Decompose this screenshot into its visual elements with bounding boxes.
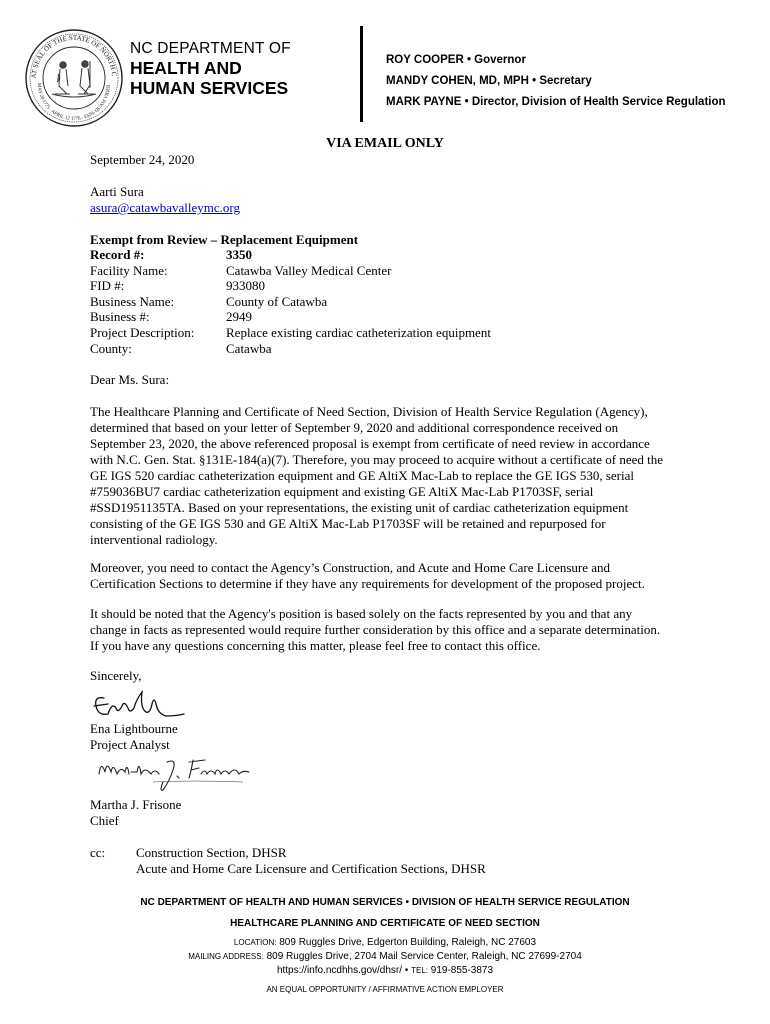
field-label: Business #: [90, 309, 150, 325]
recipient-block [90, 184, 240, 216]
footer-web-link[interactable]: https://info.ncdhhs.gov/dhsr/ [276, 965, 403, 976]
paragraph-line: determined that based on your letter of September 9, 2020 and additional correspondence received on [90, 420, 619, 435]
dept-line-2: HEALTH AND [130, 58, 242, 78]
field-row-project-description [90, 325, 491, 341]
signature-ena-lightbourne [90, 684, 190, 724]
cc-label: cc: [90, 845, 106, 860]
paragraph-line: Certification Sections to determine if they have any requirements for development of the proposed project. [90, 576, 645, 591]
field-label: Project Description: [90, 324, 195, 340]
officials-list [386, 50, 726, 113]
footer-location [0, 936, 770, 950]
record-fields [90, 247, 491, 356]
signer-2-name: Martha J. Frisone [90, 797, 182, 812]
signer-1-name: Ena Lightbourne [90, 721, 178, 736]
cc-item: Acute and Home Care Licensure and Certification Sections, DHSR [136, 861, 486, 876]
field-value: Catawba Valley Medical Center [226, 262, 392, 278]
subject-line: Exempt from Review – Replacement Equipment [90, 232, 359, 247]
state-seal-logo [24, 28, 124, 128]
field-label: Facility Name: [90, 262, 168, 278]
signature-martha-frisone [93, 752, 258, 794]
paragraph-line: interventional radiology. [90, 532, 218, 547]
paragraph-line: consisting of the GE IGS 530 and GE AltiX Mac-Lab P1703SF will be retained and repurposed for [90, 516, 606, 531]
body-paragraph-1 [90, 404, 690, 548]
paragraph-line: Moreover, you need to contact the Agency’s Construction, and Acute and Home Care Licensure and [90, 560, 611, 575]
footer-mailing-label: MAILING ADDRESS: [188, 952, 264, 961]
seal-text-bottom: MAY 20 1775 · APRIL 12 1776 · ESSE QUAM VIDER [35, 82, 113, 123]
paragraph-line: It should be noted that the Agency's position is based solely on the facts represented by you and that any [90, 606, 633, 621]
paragraph-line: GE IGS 520 cardiac catheterization equipment and GE AltiX Mac-Lab to replace the GE IGS 530, serial [90, 468, 635, 483]
footer-eoe: AN EQUAL OPPORTUNITY / AFFIRMATIVE ACTION EMPLOYER [266, 985, 504, 994]
field-row-business-name [90, 294, 491, 310]
body-paragraph-2 [90, 560, 690, 592]
footer-mailing-address: 809 Ruggles Drive, 2704 Mail Service Center, Raleigh, NC 27699-2704 [266, 951, 582, 962]
field-value: 933080 [226, 278, 265, 294]
field-label: Business Name: [90, 293, 175, 309]
footer-department-line: NC DEPARTMENT OF HEALTH AND HUMAN SERVICES • DIVISION OF HEALTH SERVICE REGULATION [140, 897, 630, 908]
delivery-method: VIA EMAIL ONLY [326, 136, 444, 151]
field-label: County: [90, 340, 132, 356]
field-value: County of Catawba [226, 293, 328, 309]
letter-date: September 24, 2020 [90, 152, 195, 167]
recipient-name: Aarti Sura [90, 184, 144, 199]
field-row-business-number [90, 309, 491, 325]
footer-tel: 919-855-3873 [430, 965, 494, 976]
recipient-email-link[interactable]: asura@catawbavalleymc.org [90, 200, 240, 215]
signer-2-title: Chief [90, 813, 119, 828]
official-governor: ROY COOPER • Governor [386, 54, 526, 66]
seal-text-top: AT SEAL OF THE STATE OF NORTH C [29, 33, 119, 79]
field-label: Record #: [90, 247, 145, 262]
dept-line-3: HUMAN SERVICES [130, 78, 289, 98]
footer-mailing [0, 950, 770, 964]
paragraph-line: September 23, 2020, the above referenced proposal is exempt from certificate of need review in accordance [90, 436, 650, 451]
field-value: Catawba [226, 340, 272, 356]
paragraph-line: The Healthcare Planning and Certificate of Need Section, Division of Health Service Regulation (Agency), [90, 404, 648, 419]
footer-location-label: LOCATION: [233, 938, 277, 947]
cc-block [90, 845, 486, 877]
official-director: MARK PAYNE • Director, Division of Health Service Regulation [386, 96, 726, 108]
field-label: FID #: [90, 278, 125, 294]
dept-line-1: NC DEPARTMENT OF [130, 40, 291, 57]
signer-1 [90, 721, 178, 753]
closing: Sincerely, [90, 668, 142, 683]
field-row-fid [90, 278, 491, 294]
official-secretary: MANDY COHEN, MD, MPH • Secretary [386, 75, 592, 87]
footer-bullet: • [404, 965, 409, 976]
department-name [130, 40, 291, 98]
footer-tel-label: TEL: [411, 966, 428, 975]
field-row-record [90, 247, 491, 263]
paragraph-line: #759036BU7 cardiac catheterization equipment and existing GE AltiX Mac-Lab P1703SF, serial [90, 484, 594, 499]
paragraph-line: #SSD1951135TA. Based on your representations, the existing unit of cardiac catheterization equipment [90, 500, 629, 515]
signer-1-title: Project Analyst [90, 737, 170, 752]
signer-2 [90, 797, 181, 829]
field-value: 3350 [226, 247, 252, 262]
field-row-facility [90, 263, 491, 279]
body-paragraph-3 [90, 606, 690, 654]
header-divider [360, 26, 363, 122]
footer-contact [0, 964, 770, 978]
field-value: 2949 [226, 309, 252, 325]
letterhead-footer [0, 896, 770, 994]
cc-item: Construction Section, DHSR [136, 845, 287, 860]
field-value: Replace existing cardiac catheterization equipment [226, 324, 491, 340]
cc-list [136, 845, 486, 877]
paragraph-line: with N.C. Gen. Stat. §131E-184(a)(7). Therefore, you may proceed to acquire without a certificate of need the [90, 452, 663, 467]
salutation: Dear Ms. Sura: [90, 372, 170, 387]
paragraph-line: If you have any questions concerning this matter, please feel free to contact this office. [90, 638, 541, 653]
footer-location-address: 809 Ruggles Drive, Edgerton Building, Raleigh, NC 27603 [279, 937, 537, 948]
field-row-county [90, 341, 491, 357]
footer-section-line: HEALTHCARE PLANNING AND CERTIFICATE OF NEED SECTION [230, 918, 540, 929]
paragraph-line: change in facts as represented would require further consideration by this office and a separate determination. [90, 622, 661, 637]
